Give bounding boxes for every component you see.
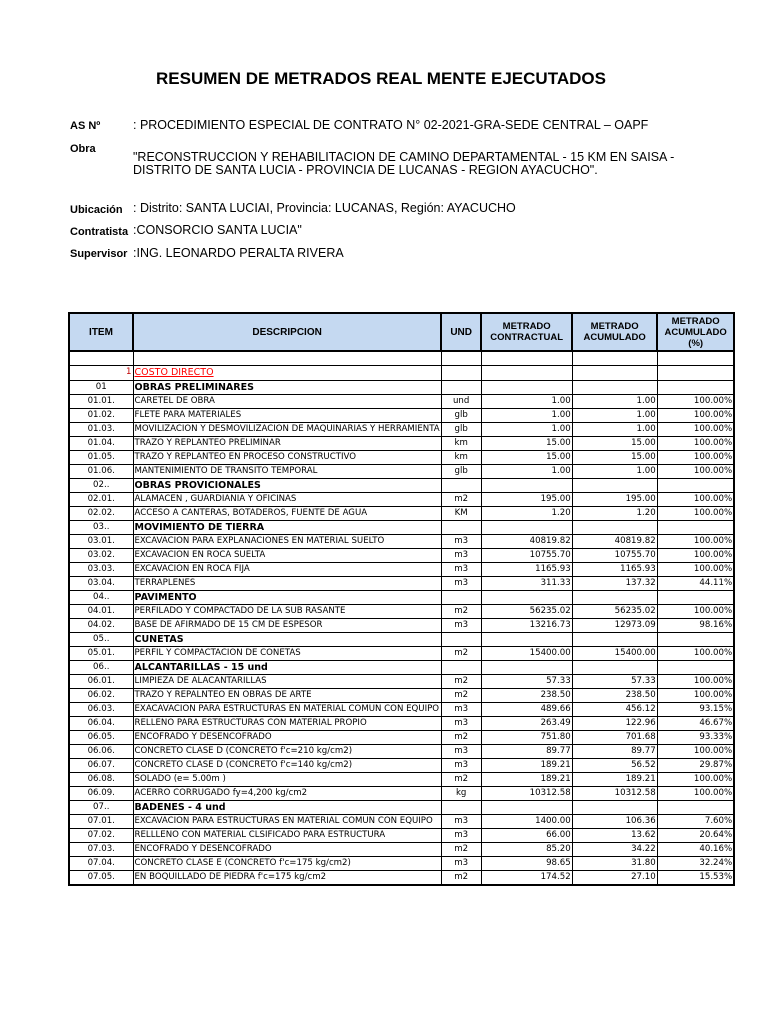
table-row — [69, 828, 734, 842]
description-cell: OBRAS PRELIMINARES — [133, 380, 441, 394]
contractual-cell: 1.00 — [481, 408, 572, 422]
contractual-cell: 10312.58 — [481, 786, 572, 800]
item-cell: 06.04. — [69, 716, 133, 730]
acumulado-cell — [572, 380, 657, 394]
percent-cell: 100.00% — [657, 422, 734, 436]
description-cell: ACCESO A CANTERAS, BOTADEROS, FUENTE DE AGUA — [133, 506, 441, 520]
table-header-row — [69, 313, 734, 351]
table-row — [69, 548, 734, 562]
blank-row — [69, 351, 734, 365]
percent-cell: 32.24% — [657, 856, 734, 870]
description-cell: TRAZO Y REPLANTEO PRELIMINAR — [133, 436, 441, 450]
percent-cell: 100.00% — [657, 506, 734, 520]
description-cell: ENCOFRADO Y DESENCOFRADO — [133, 842, 441, 856]
table-row — [69, 674, 734, 688]
percent-cell: 100.00% — [657, 548, 734, 562]
percent-cell: 100.00% — [657, 604, 734, 618]
description-cell: CARETEL DE OBRA — [133, 394, 441, 408]
description-cell: RELLLENO CON MATERIAL CLSIFICADO PARA ESTRUCTURA — [133, 828, 441, 842]
contractual-cell: 57.33 — [481, 674, 572, 688]
contractual-cell: 189.21 — [481, 772, 572, 786]
unit-cell: m2 — [441, 870, 481, 885]
unit-cell — [441, 380, 481, 394]
acumulado-cell: 13.62 — [572, 828, 657, 842]
unit-cell: m2 — [441, 674, 481, 688]
costo-directo-row — [69, 365, 734, 380]
acumulado-cell: 1165.93 — [572, 562, 657, 576]
percent-cell: 93.33% — [657, 730, 734, 744]
item-cell: 02.. — [69, 478, 133, 492]
item-cell: 05.. — [69, 632, 133, 646]
as-label: AS Nº — [70, 120, 101, 132]
as-value: : PROCEDIMIENTO ESPECIAL DE CONTRATO N° 02-2021-GRA-SEDE CENTRAL – OAPF — [133, 118, 649, 132]
unit-cell: m2 — [441, 842, 481, 856]
description-cell: TRAZO Y REPALNTEO EN OBRAS DE ARTE — [133, 688, 441, 702]
item-cell: 02.01. — [69, 492, 133, 506]
contractual-cell: 751.80 — [481, 730, 572, 744]
item-cell: 06.07. — [69, 758, 133, 772]
contractual-cell: 89.77 — [481, 744, 572, 758]
percent-cell: 100.00% — [657, 394, 734, 408]
description-cell: EXCAVACION EN ROCA SUELTA — [133, 548, 441, 562]
col-header-und: UND — [441, 313, 481, 351]
unit-cell: m2 — [441, 688, 481, 702]
table-row — [69, 716, 734, 730]
acumulado-cell: 15.00 — [572, 450, 657, 464]
percent-cell: 100.00% — [657, 534, 734, 548]
contratista-value: :CONSORCIO SANTA LUCIA" — [133, 223, 302, 237]
contractual-cell — [481, 520, 572, 534]
unit-cell: km — [441, 436, 481, 450]
percent-cell: 100.00% — [657, 786, 734, 800]
unit-cell: m3 — [441, 702, 481, 716]
description-cell: MOVILIZACION Y DESMOVILIZACION DE MAQUINARIAS Y HERRAMIENTA — [133, 422, 441, 436]
percent-cell — [657, 660, 734, 674]
table-row — [69, 576, 734, 590]
unit-cell — [441, 590, 481, 604]
unit-cell: m2 — [441, 730, 481, 744]
description-cell: EN BOQUILLADO DE PIEDRA f'c=175 kg/cm2 — [133, 870, 441, 885]
contractual-cell: 10755.70 — [481, 548, 572, 562]
item-cell: 06.. — [69, 660, 133, 674]
section-row — [69, 520, 734, 534]
ubicacion-value: : Distrito: SANTA LUCIAI, Provincia: LUCANAS, Región: AYACUCHO — [133, 201, 516, 215]
col-header-contractual: METRADO CONTRACTUAL — [481, 313, 572, 351]
item-cell: 03.02. — [69, 548, 133, 562]
percent-cell: 29.87% — [657, 758, 734, 772]
unit-cell: m3 — [441, 716, 481, 730]
unit-cell: glb — [441, 422, 481, 436]
unit-cell: m3 — [441, 758, 481, 772]
contractual-cell: 98.65 — [481, 856, 572, 870]
description-cell: SOLADO (e= 5.00m ) — [133, 772, 441, 786]
item-cell: 04.02. — [69, 618, 133, 632]
acumulado-cell — [572, 660, 657, 674]
item-cell: 03.04. — [69, 576, 133, 590]
contractual-cell: 189.21 — [481, 758, 572, 772]
item-cell: 07.04. — [69, 856, 133, 870]
section-row — [69, 590, 734, 604]
description-cell: TRAZO Y REPLANTEO EN PROCESO CONSTRUCTIVO — [133, 450, 441, 464]
unit-cell: m3 — [441, 576, 481, 590]
percent-cell: 40.16% — [657, 842, 734, 856]
percent-cell: 100.00% — [657, 464, 734, 478]
item-cell: 06.05. — [69, 730, 133, 744]
percent-cell — [657, 632, 734, 646]
acumulado-cell — [572, 590, 657, 604]
acumulado-cell: 34.22 — [572, 842, 657, 856]
acumulado-cell — [572, 520, 657, 534]
col-header-pct: METRADO ACUMULADO (%) — [657, 313, 734, 351]
acumulado-cell: 27.10 — [572, 870, 657, 885]
table-row — [69, 842, 734, 856]
contractual-cell: 1165.93 — [481, 562, 572, 576]
item-cell: 06.03. — [69, 702, 133, 716]
item-cell: 07.05. — [69, 870, 133, 885]
table-row — [69, 772, 734, 786]
table-row — [69, 618, 734, 632]
table-row — [69, 492, 734, 506]
acumulado-cell: 56.52 — [572, 758, 657, 772]
unit-cell: m3 — [441, 814, 481, 828]
percent-cell: 100.00% — [657, 450, 734, 464]
percent-cell — [657, 520, 734, 534]
description-cell: OBRAS PROVICIONALES — [133, 478, 441, 492]
supervisor-label: Supervisor — [70, 248, 128, 260]
contractual-cell — [481, 800, 572, 814]
percent-cell: 100.00% — [657, 744, 734, 758]
contractual-cell: 15400.00 — [481, 646, 572, 660]
percent-cell — [657, 380, 734, 394]
item-cell: 01.04. — [69, 436, 133, 450]
item-cell: 03.01. — [69, 534, 133, 548]
acumulado-cell: 1.00 — [572, 408, 657, 422]
description-cell: ACERRO CORRUGADO fy=4,200 kg/cm2 — [133, 786, 441, 800]
percent-cell: 100.00% — [657, 772, 734, 786]
table-row — [69, 730, 734, 744]
table-row — [69, 506, 734, 520]
description-cell: CONCRETO CLASE D (CONCRETO f'c=210 kg/cm2) — [133, 744, 441, 758]
percent-cell: 100.00% — [657, 674, 734, 688]
item-cell: 06.09. — [69, 786, 133, 800]
percent-cell: 100.00% — [657, 436, 734, 450]
contractual-cell: 66.00 — [481, 828, 572, 842]
table-row — [69, 436, 734, 450]
acumulado-cell: 56235.02 — [572, 604, 657, 618]
contratista-label: Contratista — [70, 226, 129, 238]
page-title: RESUMEN DE METRADOS REAL MENTE EJECUTADOS — [156, 69, 606, 88]
table-row — [69, 464, 734, 478]
acumulado-cell: 189.21 — [572, 772, 657, 786]
contractual-cell: 489.66 — [481, 702, 572, 716]
item-cell: 01.01. — [69, 394, 133, 408]
description-cell: PERFIL Y COMPACTACION DE CONETAS — [133, 646, 441, 660]
acumulado-cell: 238.50 — [572, 688, 657, 702]
item-cell: 02.02. — [69, 506, 133, 520]
unit-cell — [441, 520, 481, 534]
table-body — [69, 351, 734, 885]
acumulado-cell — [572, 478, 657, 492]
percent-cell: 46.67% — [657, 716, 734, 730]
unit-cell: m3 — [441, 856, 481, 870]
acumulado-cell: 195.00 — [572, 492, 657, 506]
contractual-cell: 238.50 — [481, 688, 572, 702]
description-cell: FLETE PARA MATERIALES — [133, 408, 441, 422]
contractual-cell: 174.52 — [481, 870, 572, 885]
item-cell: 01 — [69, 380, 133, 394]
section-row — [69, 632, 734, 646]
description-cell: BASE DE AFIRMADO DE 15 CM DE ESPESOR — [133, 618, 441, 632]
unit-cell: km — [441, 450, 481, 464]
table-row — [69, 744, 734, 758]
description-cell: CUNETAS — [133, 632, 441, 646]
contractual-cell: 40819.82 — [481, 534, 572, 548]
supervisor-value: :ING. LEONARDO PERALTA RIVERA — [133, 246, 344, 260]
description-cell: EXCAVACION EN ROCA FIJA — [133, 562, 441, 576]
description-cell: EXCAVACION PARA EXPLANACIONES EN MATERIAL SUELTO — [133, 534, 441, 548]
obra-label: Obra — [70, 143, 96, 155]
acumulado-cell: 106.36 — [572, 814, 657, 828]
unit-cell: m3 — [441, 828, 481, 842]
table-row — [69, 394, 734, 408]
acumulado-cell: 701.68 — [572, 730, 657, 744]
acumulado-cell: 10755.70 — [572, 548, 657, 562]
unit-cell: glb — [441, 464, 481, 478]
unit-cell: m3 — [441, 548, 481, 562]
item-cell: 01.03. — [69, 422, 133, 436]
unit-cell: m3 — [441, 562, 481, 576]
acumulado-cell: 137.32 — [572, 576, 657, 590]
percent-cell: 7.60% — [657, 814, 734, 828]
acumulado-cell: 57.33 — [572, 674, 657, 688]
table-row — [69, 408, 734, 422]
contractual-cell: 263.49 — [481, 716, 572, 730]
item-cell: 04.01. — [69, 604, 133, 618]
item-cell: 03.03. — [69, 562, 133, 576]
item-cell: 04.. — [69, 590, 133, 604]
percent-cell: 100.00% — [657, 562, 734, 576]
table-row — [69, 688, 734, 702]
item-cell: 06.02. — [69, 688, 133, 702]
acumulado-cell: 15400.00 — [572, 646, 657, 660]
acumulado-cell: 31.80 — [572, 856, 657, 870]
unit-cell — [441, 632, 481, 646]
description-cell: ENCOFRADO Y DESENCOFRADO — [133, 730, 441, 744]
costo-directo-label: COSTO DIRECTO — [133, 365, 441, 380]
contractual-cell: 311.33 — [481, 576, 572, 590]
item-cell: 06.06. — [69, 744, 133, 758]
col-header-acumulado: METRADO ACUMULADO — [572, 313, 657, 351]
description-cell: RELLENO PARA ESTRUCTURAS CON MATERIAL PROPIO — [133, 716, 441, 730]
unit-cell — [441, 660, 481, 674]
table-row — [69, 870, 734, 885]
contractual-cell: 1.20 — [481, 506, 572, 520]
unit-cell — [441, 800, 481, 814]
description-cell: BADENES - 4 und — [133, 800, 441, 814]
table-row — [69, 562, 734, 576]
unit-cell: KM — [441, 506, 481, 520]
description-cell: EXCAVACION PARA ESTRUCTURAS EN MATERIAL COMUN CON EQUIPO — [133, 814, 441, 828]
contractual-cell: 1.00 — [481, 394, 572, 408]
percent-cell: 44.11% — [657, 576, 734, 590]
unit-cell: m3 — [441, 534, 481, 548]
table-row — [69, 814, 734, 828]
table-row — [69, 422, 734, 436]
item-cell: 06.01. — [69, 674, 133, 688]
unit-cell: m3 — [441, 744, 481, 758]
description-cell: TERRAPLENES — [133, 576, 441, 590]
obra-line-1: "RECONSTRUCCION Y REHABILITACION DE CAMINO DEPARTAMENTAL - 15 KM EN SAISA - — [133, 150, 675, 164]
unit-cell: m2 — [441, 492, 481, 506]
description-cell: MANTENIMIENTO DE TRANSITO TEMPORAL — [133, 464, 441, 478]
contractual-cell: 56235.02 — [481, 604, 572, 618]
description-cell: PERFILADO Y COMPACTADO DE LA SUB RASANTE — [133, 604, 441, 618]
item-cell: 03.. — [69, 520, 133, 534]
contractual-cell: 1400.00 — [481, 814, 572, 828]
percent-cell — [657, 590, 734, 604]
percent-cell: 100.00% — [657, 646, 734, 660]
table-row — [69, 450, 734, 464]
acumulado-cell — [572, 800, 657, 814]
table-row — [69, 786, 734, 800]
item-cell: 01.02. — [69, 408, 133, 422]
acumulado-cell: 1.00 — [572, 394, 657, 408]
contractual-cell — [481, 632, 572, 646]
contractual-cell — [481, 478, 572, 492]
description-cell: LIMPIEZA DE ALACANTARILLAS — [133, 674, 441, 688]
percent-cell: 100.00% — [657, 408, 734, 422]
table-row — [69, 534, 734, 548]
table-row — [69, 758, 734, 772]
unit-cell: und — [441, 394, 481, 408]
contractual-cell: 85.20 — [481, 842, 572, 856]
description-cell: CONCRETO CLASE E (CONCRETO f'c=175 kg/cm2) — [133, 856, 441, 870]
section-row — [69, 800, 734, 814]
item-cell: 06.08. — [69, 772, 133, 786]
acumulado-cell: 1.00 — [572, 464, 657, 478]
percent-cell: 98.16% — [657, 618, 734, 632]
table-row — [69, 856, 734, 870]
description-cell: ALCANTARILLAS - 15 und — [133, 660, 441, 674]
table-row — [69, 702, 734, 716]
acumulado-cell: 122.96 — [572, 716, 657, 730]
unit-cell: m2 — [441, 772, 481, 786]
unit-cell: kg — [441, 786, 481, 800]
percent-cell: 20.64% — [657, 828, 734, 842]
contractual-cell: 15.00 — [481, 450, 572, 464]
contractual-cell: 195.00 — [481, 492, 572, 506]
contractual-cell: 1.00 — [481, 464, 572, 478]
obra-line-2: DISTRITO DE SANTA LUCIA - PROVINCIA DE LUCANAS - REGION AYACUCHO". — [133, 163, 598, 177]
item-cell: 07.03. — [69, 842, 133, 856]
acumulado-cell: 10312.58 — [572, 786, 657, 800]
description-cell: ALAMACEN , GUARDIANIA Y OFICINAS — [133, 492, 441, 506]
acumulado-cell: 1.20 — [572, 506, 657, 520]
unit-cell: m2 — [441, 646, 481, 660]
description-cell: EXACAVACION PARA ESTRUCTURAS EN MATERIAL COMUN CON EQUIPO — [133, 702, 441, 716]
description-cell: MOVIMIENTO DE TIERRA — [133, 520, 441, 534]
item-cell: 07.02. — [69, 828, 133, 842]
percent-cell: 15.53% — [657, 870, 734, 885]
percent-cell: 93.15% — [657, 702, 734, 716]
unit-cell: glb — [441, 408, 481, 422]
percent-cell: 100.00% — [657, 492, 734, 506]
col-header-item: ITEM — [69, 313, 133, 351]
costo-directo-num: 1 — [69, 365, 133, 380]
section-row — [69, 380, 734, 394]
acumulado-cell: 40819.82 — [572, 534, 657, 548]
metrados-table — [68, 312, 735, 886]
item-cell: 05.01. — [69, 646, 133, 660]
section-row — [69, 660, 734, 674]
contractual-cell: 13216.73 — [481, 618, 572, 632]
acumulado-cell: 89.77 — [572, 744, 657, 758]
table-row — [69, 604, 734, 618]
item-cell: 01.06. — [69, 464, 133, 478]
col-header-descripcion: DESCRIPCION — [133, 313, 441, 351]
acumulado-cell: 12973.09 — [572, 618, 657, 632]
section-row — [69, 478, 734, 492]
unit-cell — [441, 478, 481, 492]
acumulado-cell — [572, 632, 657, 646]
contractual-cell — [481, 590, 572, 604]
contractual-cell: 1.00 — [481, 422, 572, 436]
item-cell: 01.05. — [69, 450, 133, 464]
contractual-cell: 15.00 — [481, 436, 572, 450]
description-cell: PAVIMENTO — [133, 590, 441, 604]
table-row — [69, 646, 734, 660]
ubicacion-label: Ubicación — [70, 204, 123, 216]
description-cell: CONCRETO CLASE D (CONCRETO f'c=140 kg/cm2) — [133, 758, 441, 772]
percent-cell: 100.00% — [657, 688, 734, 702]
item-cell: 07.01. — [69, 814, 133, 828]
contractual-cell — [481, 380, 572, 394]
contractual-cell — [481, 660, 572, 674]
unit-cell: m3 — [441, 618, 481, 632]
item-cell: 07.. — [69, 800, 133, 814]
percent-cell — [657, 478, 734, 492]
percent-cell — [657, 800, 734, 814]
unit-cell: m2 — [441, 604, 481, 618]
acumulado-cell: 1.00 — [572, 422, 657, 436]
acumulado-cell: 15.00 — [572, 436, 657, 450]
acumulado-cell: 456.12 — [572, 702, 657, 716]
